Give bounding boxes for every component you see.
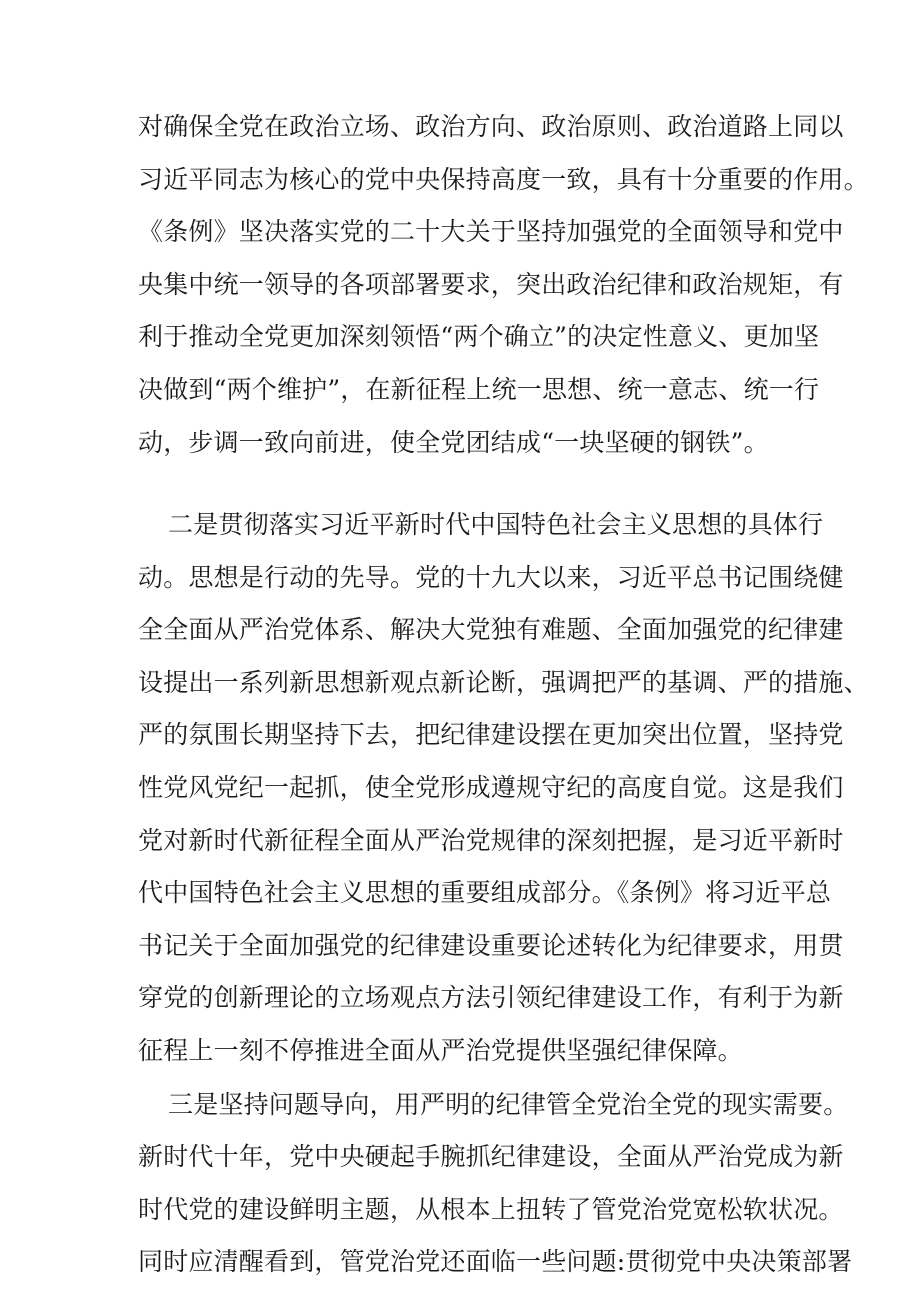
text-line: 决做到“两个维护”，在新征程上统一思想、统一意志、统一行 xyxy=(138,375,820,404)
text-line: 对确保全党在政治立场、政治方向、政治原则、政治道路上同以 xyxy=(138,112,844,141)
text-line: 时代党的建设鲜明主题，从根本上扭转了管党治党宽松软状况。 xyxy=(138,1195,844,1224)
paragraph-start-line: 二是贯彻落实习近平新时代中国特色社会主义思想的具体行 xyxy=(168,510,824,539)
text-line: 严的氛围长期坚持下去，把纪律建设摆在更加突出位置，坚持党 xyxy=(138,720,844,749)
text-line: 动。思想是行动的先导。党的十九大以来，习近平总书记围绕健 xyxy=(138,563,844,592)
text-line: 习近平同志为核心的党中央保持高度一致，具有十分重要的作用。 xyxy=(138,165,869,194)
text-line: 新时代十年，党中央硬起手腕抓纪律建设，全面从严治党成为新 xyxy=(138,1142,844,1171)
text-line: 全全面从严治党体系、解决大党独有难题、全面加强党的纪律建 xyxy=(138,615,844,644)
text-line: 同时应清醒看到，管党治党还面临一些问题:贯彻党中央决策部署 xyxy=(138,1247,853,1276)
text-line: 代中国特色社会主义思想的重要组成部分。《条例》将习近平总 xyxy=(138,878,832,907)
text-line: 党对新时代新征程全面从严治党规律的深刻把握，是习近平新时 xyxy=(138,826,844,855)
text-line: 征程上一刻不停推进全面从严治党提供坚强纪律保障。 xyxy=(138,1036,743,1065)
text-line: 央集中统一领导的各项部署要求，突出政治纪律和政治规矩，有 xyxy=(138,270,844,299)
text-line: 穿党的创新理论的立场观点方法引领纪律建设工作，有利于为新 xyxy=(138,983,844,1012)
text-line: 《条例》坚决落实党的二十大关于坚持加强党的全面领导和党中 xyxy=(138,217,844,246)
text-line: 动，步调一致向前进，使全党团结成“一块坚硬的钢铁”。 xyxy=(138,428,769,457)
text-line: 利于推动全党更加深刻领悟“两个确立”的决定性意义、更加坚 xyxy=(138,322,820,351)
text-line: 设提出一系列新思想新观点新论断，强调把严的基调、严的措施、 xyxy=(138,668,869,697)
text-line: 书记关于全面加强党的纪律建设重要论述转化为纪律要求，用贯 xyxy=(138,931,844,960)
text-line: 性党风党纪一起抓，使全党形成遵规守纪的高度自觉。这是我们 xyxy=(138,773,844,802)
paragraph-start-line: 三是坚持问题导向，用严明的纪律管全党治全党的现实需要。 xyxy=(168,1090,849,1119)
